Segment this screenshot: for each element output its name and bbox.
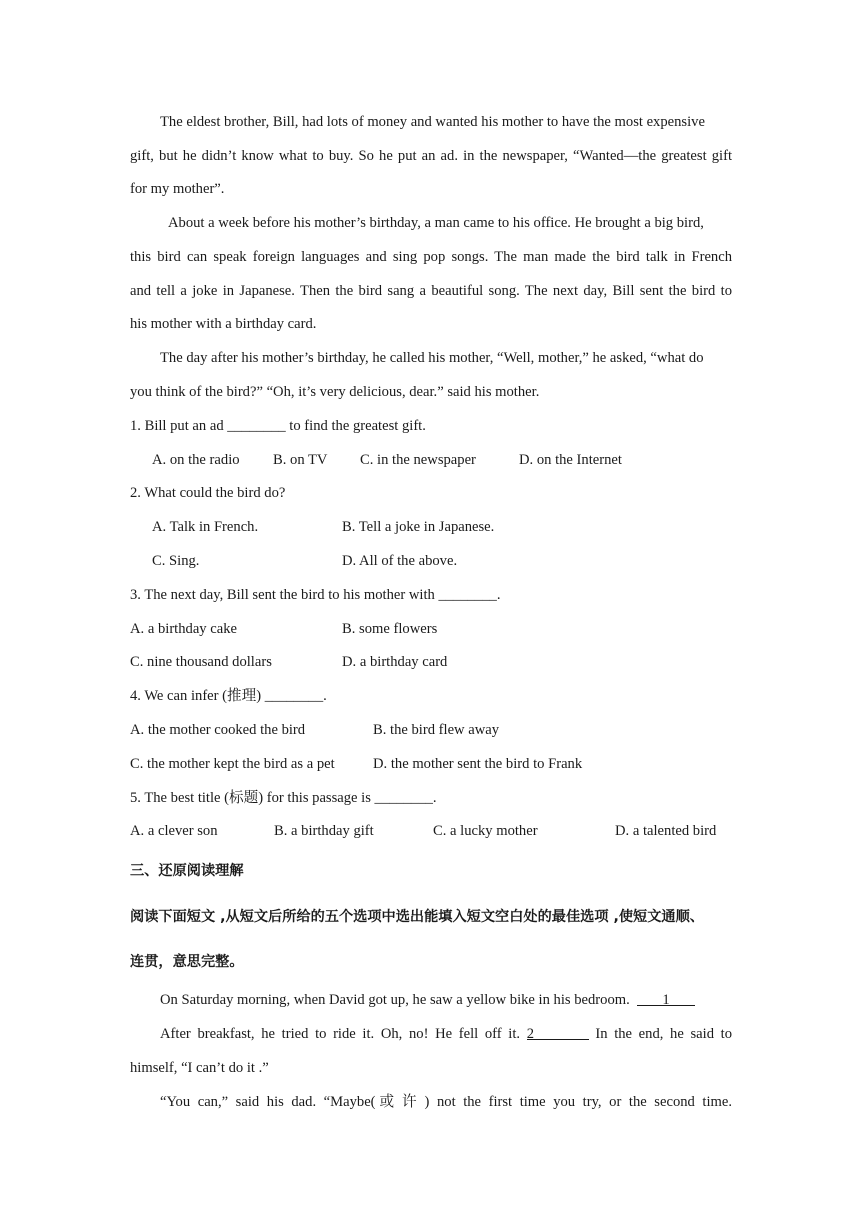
section-instruction-line2: 连贯，意思完整。 <box>130 954 244 970</box>
question-4-option-b: B. the bird flew away <box>373 722 500 738</box>
blank-2: 2 <box>527 1024 589 1040</box>
story-line2 <box>130 1024 732 1044</box>
question-1-option-d: D. on the Internet <box>519 452 622 468</box>
question-5-stem-end: ) for this passage is ________. <box>258 790 437 806</box>
question-5-option-c: C. a lucky mother <box>433 823 538 839</box>
passage-p1-line1: The eldest brother, Bill, had lots of money and wanted his mother to have the most expensive <box>160 114 705 130</box>
question-2-option-a: A. Talk in French. <box>152 519 259 535</box>
question-3-option-b: B. some flowers <box>342 621 438 637</box>
question-4-option-a: A. the mother cooked the bird <box>130 722 306 738</box>
question-3-option-a: A. a birthday cake <box>130 621 237 637</box>
question-4-stem <box>130 686 327 706</box>
story-line1-text: On Saturday morning, when David got up, he saw a yellow bike in his bedroom. <box>160 992 630 1008</box>
question-4-stem-start: 4. We can infer ( <box>130 688 228 704</box>
question-5-option-b: B. a birthday gift <box>274 823 374 839</box>
question-4-option-c: C. the mother kept the bird as a pet <box>130 756 335 772</box>
story-line4-text: “You can,” said his dad. “Maybe( <box>160 1094 376 1110</box>
question-5-stem <box>130 788 437 808</box>
question-5-option-d: D. a talented bird <box>615 823 717 839</box>
question-3-option-c: C. nine thousand dollars <box>130 654 272 670</box>
story-line4-chinese: 或许 <box>375 1093 425 1110</box>
passage-p2-line2: this bird can speak foreign languages and sing pop songs. The man made the bird talk in French <box>130 249 732 265</box>
question-5-stem-start: 5. The best title ( <box>130 790 230 806</box>
story-line1 <box>160 990 695 1010</box>
passage-p3-line2: you think of the bird?” “Oh, it’s very delicious, dear.” said his mother. <box>130 384 540 400</box>
question-1-option-a: A. on the radio <box>152 452 240 468</box>
question-3-stem: 3. The next day, Bill sent the bird to his mother with ________. <box>130 587 501 603</box>
passage-p2-line3: and tell a joke in Japanese. Then the bird sang a beautiful song. The next day, Bill sent the bird to <box>130 283 732 299</box>
question-2-option-c: C. Sing. <box>152 553 200 569</box>
question-4-stem-chinese: 推理 <box>227 687 257 704</box>
section-instruction-line1: 阅读下面短文 ,从短文后所给的五个选项中选出能填入短文空白处的最佳选项 ,使短文通顺、 <box>130 909 704 925</box>
story-line4-end: ) not the first time you try, or the second time. <box>424 1094 732 1110</box>
passage-p1-line3: for my mother”. <box>130 181 225 197</box>
question-4-option-d: D. the mother sent the bird to Frank <box>373 756 583 772</box>
question-5-stem-chinese: 标题 <box>229 789 259 806</box>
question-5-option-a: A. a clever son <box>130 823 218 839</box>
question-1-stem: 1. Bill put an ad ________ to find the greatest gift. <box>130 418 426 434</box>
section-heading: 三、还原阅读理解 <box>130 863 244 879</box>
story-line2-end: In the end, he said to <box>595 1026 732 1042</box>
passage-p2-line4: his mother with a birthday card. <box>130 316 317 332</box>
question-4-stem-end: ) ________. <box>256 688 327 704</box>
story-line2-text: After breakfast, he tried to ride it. Oh, no! He fell off it. <box>160 1026 521 1042</box>
passage-p2-line1: About a week before his mother’s birthday, a man came to his office. He brought a big bird, <box>168 215 704 231</box>
question-1-option-b: B. on TV <box>273 452 328 468</box>
question-2-stem: 2. What could the bird do? <box>130 485 286 501</box>
question-3-option-d: D. a birthday card <box>342 654 448 670</box>
passage-p3-line1: The day after his mother’s birthday, he called his mother, “Well, mother,” he asked, “what do <box>160 350 704 366</box>
story-line4 <box>130 1092 732 1112</box>
passage-p1-line2: gift, but he didn’t know what to buy. So he put an ad. in the newspaper, “Wanted—the greatest gift <box>130 148 732 164</box>
blank-1: 1 <box>637 990 695 1006</box>
question-1-option-c: C. in the newspaper <box>360 452 476 468</box>
story-line3: himself, “I can’t do it .” <box>130 1060 269 1076</box>
question-2-option-d: D. All of the above. <box>342 553 458 569</box>
question-2-option-b: B. Tell a joke in Japanese. <box>342 519 495 535</box>
